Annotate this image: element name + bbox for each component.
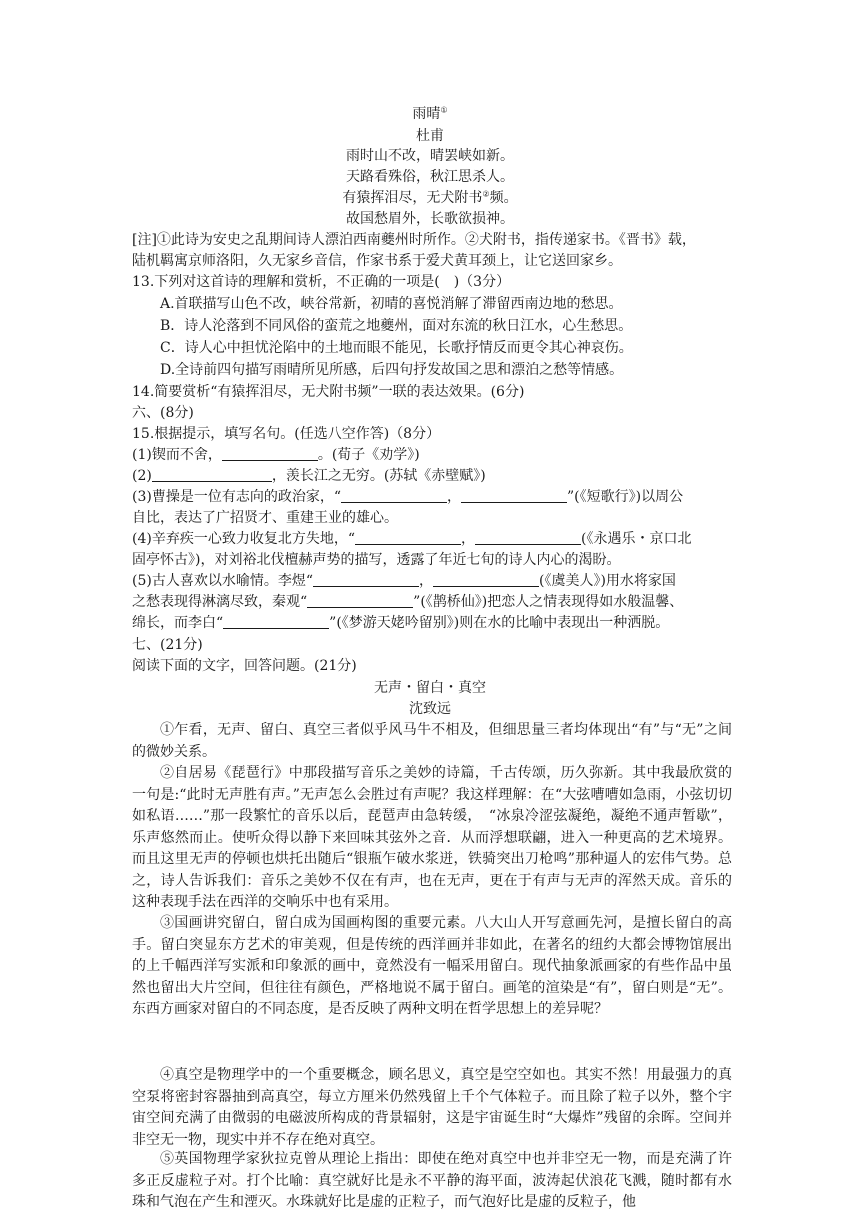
poem-title: 雨晴① bbox=[412, 105, 448, 122]
poem-note: 陆机羁寓京师洛阳，久无家乡音信，作家书系于爱犬黄耳颈上，让它送回家乡。 bbox=[132, 253, 622, 269]
option-d: D.全诗前四句描写雨晴所见所感，后四句抒发故国之思和漂泊之愁等情感。 bbox=[160, 362, 624, 378]
essay-paragraph-5: ⑤英国物理学家狄拉克曾从理论上指出：即使在绝对真空中也并非空无一物，而是充满了许多正反虚粒子对。打个比喻：真空就好比是永不平静的海平面，波涛起伏浪花飞溅，随时都有水珠和气泡在产生和湮灭。水珠就好比是虚的正粒子，而气泡好比是虚的反粒子，他 bbox=[132, 1151, 732, 1210]
answer-blank[interactable] bbox=[222, 446, 318, 461]
fill-item-4-cont: 固亭怀古》)，对刘裕北伐檀赫声势的描写，透露了年近七旬的诗人内心的渴盼。 bbox=[132, 552, 621, 568]
fill-item-5-cont: 之愁表现得淋漓尽致，秦观“ ”(《鹊桥仙》)把恋人之情表现得如水般温馨、 bbox=[132, 594, 684, 610]
essay-paragraph-3: ③国画讲究留白，留白成为国画构图的重要元素。八大山人开写意画先河，是擅长留白的高手。留白突显东方艺术的审美观，但是传统的西洋画并非如此，在著名的纽约大都会博物馆展出的上千幅西洋写实派和印象派的画中，竟然没有一幅采用留白。现代抽象派画家的有些作品中虽然也留出大片空间，但往往有颜色，严格地说不属于留白。画笔的渲染是“有”，留白则是“无”。东西方画家对留白的不同态度，是否反映了两种文明在哲学思想上的差异呢？ bbox=[132, 915, 732, 1017]
fill-item-2: (2) ，羡长江之无穷。(苏轼《赤壁赋》) bbox=[132, 468, 486, 484]
option-a: A.首联描写山色不改，峡谷常新，初晴的喜悦消解了滞留西南边地的愁思。 bbox=[160, 296, 623, 312]
option-b: B．诗人沦落到不同风俗的蛮荒之地夔州，面对东流的秋日江水，心生愁思。 bbox=[160, 318, 633, 334]
fill-item-1: (1)锲而不舍， 。(荀子《劝学》) bbox=[132, 447, 420, 463]
answer-blank[interactable] bbox=[433, 572, 539, 587]
answer-blank[interactable] bbox=[313, 572, 419, 587]
fill-item-5: (5)古人喜欢以水喻情。李煜“ ， (《虞美人》)用水将家国 bbox=[132, 573, 676, 589]
option-c: C．诗人心中担忧沦陷中的土地而眼不能见，长歌抒情反而更令其心神哀伤。 bbox=[160, 340, 633, 356]
essay-paragraph-1: ①乍看，无声、留白、真空三者似乎风马牛不相及，但细思量三者均体现出“有”与“无”之间的微妙关系。 bbox=[132, 722, 732, 760]
answer-blank[interactable] bbox=[152, 467, 272, 482]
fill-item-5-cont: 绵长，而李白“ ”(《梦游天姥吟留别》)则在水的比喻中表现出一种洒脱。 bbox=[132, 615, 670, 631]
fill-item-3: (3)曹操是一位有志向的政治家，“ ， ”(《短歌行》)以周公 bbox=[132, 489, 684, 505]
section-6-heading: 六、(8分) bbox=[132, 405, 194, 421]
poem-line: 雨时山不改，晴罢峡如新。 bbox=[346, 148, 514, 164]
question-15-stem: 15.根据提示，填写名句。(任选八空作答)（8分） bbox=[132, 426, 441, 442]
poem-line: 故国愁眉外，长歌欲损神。 bbox=[346, 211, 514, 227]
answer-blank[interactable] bbox=[341, 488, 447, 503]
poem-line: 天路看殊俗，秋江思杀人。 bbox=[346, 169, 514, 185]
answer-blank[interactable] bbox=[355, 530, 461, 545]
answer-blank[interactable] bbox=[307, 593, 413, 608]
footnote-mark: ① bbox=[440, 105, 448, 115]
essay-title: 无声・留白・真空 bbox=[374, 680, 486, 696]
essay-paragraph-4: ④真空是物理学中的一个重要概念，顾名思义，真空是空空如也。其实不然！用最强力的真空泵将密封容器抽到高真空，每立方厘米仍然残留上千个气体粒子。而且除了粒子以外，整个宇宙空间充满了由微弱的电磁波所构成的背景辐射，这是宇宙诞生时“大爆炸”残留的余晖。空间并非空无一物，现实中并不存在绝对真空。 bbox=[132, 1067, 732, 1148]
essay-author: 沈致远 bbox=[409, 701, 451, 717]
question-14: 14.简要赏析“有猿挥泪尽，无犬附书频”一联的表达效果。(6分) bbox=[132, 384, 525, 400]
answer-blank[interactable] bbox=[223, 614, 329, 629]
poem-line: 有猿挥泪尽，无犬附书②频。 bbox=[342, 189, 518, 206]
footnote-mark: ② bbox=[482, 189, 490, 199]
question-13-stem: 13.下列对这首诗的理解和赏析，不正确的一项是( )（3分） bbox=[132, 274, 511, 290]
section-7-heading: 七、(21分) bbox=[132, 637, 203, 653]
answer-blank[interactable] bbox=[461, 488, 567, 503]
fill-item-4: (4)辛弃疾一心致力收复北方失地，“ ， (《永遇乐・京口北 bbox=[132, 531, 692, 547]
fill-item-3-cont: 自比，表达了广招贤才、重建王业的雄心。 bbox=[132, 510, 398, 526]
answer-blank[interactable] bbox=[475, 530, 581, 545]
reading-instruction: 阅读下面的文字，回答问题。(21分) bbox=[132, 658, 357, 674]
poem-author: 杜甫 bbox=[416, 128, 444, 144]
poem-note: [注]①此诗为安史之乱期间诗人漂泊西南夔州时所作。②犬附书，指传递家书。《晋书》载， bbox=[132, 232, 696, 248]
essay-paragraph-2: ②自居易《琵琶行》中那段描写音乐之美妙的诗篇，千古传颂，历久弥新。其中我最欣赏的一句是:“此时无声胜有声。”无声怎么会胜过有声呢？我这样理解：在“大弦嘈嘈如急雨，小弦切切如私语……”那一段繁忙的音乐以后，琵琶声由急转缓， “冰泉冷涩弦凝绝，凝绝不通声暂歇”，乐声悠然而止。使听众得以静下来回味其弦外之音．从而浮想联翩，进入一种更高的艺术境界。而且这里无声的停顿也烘托出随后“银瓶乍破水浆迸，铁骑突出刀枪鸣”那种逼人的宏伟气势。总之，诗人告诉我们：音乐之美妙不仅在有声，也在无声，更在于有声与无声的浑然天成。音乐的这种表现手法在西洋的交响乐中也有采用。 bbox=[132, 765, 732, 910]
